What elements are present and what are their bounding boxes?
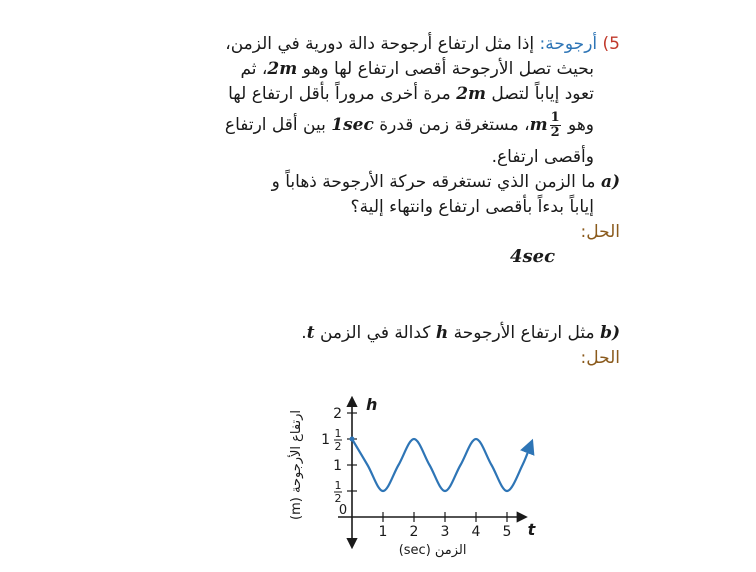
y-tick-label-whole-1.5: 1 [321, 432, 330, 448]
swing-height-chart [270, 392, 560, 567]
y-tick-label-den-1.5: 2 [334, 440, 342, 453]
y-tick-label-2: 2 [333, 406, 342, 422]
problem-text-3b: مرة أخرى مروراً بأقل ارتفاع لها [228, 84, 451, 104]
x-tick-label-2: 2 [409, 524, 419, 540]
part-b-t: t [306, 323, 315, 343]
half-fraction [550, 111, 561, 140]
problem-text-4: وهو [568, 115, 594, 135]
x-tick-label-1: 1 [378, 524, 388, 540]
part-b-dot: . [301, 323, 307, 343]
frac-denominator: 2 [550, 124, 560, 140]
y-tick-label-1: 1 [333, 458, 342, 474]
problem-number: 5) [602, 34, 620, 54]
problem-text-3: تعود إياباً لتصل [491, 84, 594, 104]
part-b-solution-text: الحل: [580, 348, 620, 368]
y-tick-label-num-1.5: 1 [334, 427, 342, 440]
time-value: 1sec [331, 115, 374, 135]
y-tick-label-den-0.5: 2 [334, 492, 342, 505]
origin-label: 0 [338, 503, 348, 518]
part-b-h: h [435, 323, 449, 343]
part-a-label: a) [600, 172, 620, 192]
part-a-question-1: ما الزمن الذي تستغرقه حركة الأرجوحة ذهاباً و [271, 172, 596, 192]
problem-line-4 [225, 110, 594, 140]
x-tick-label-5: 5 [502, 524, 512, 540]
problem-line-3 [228, 83, 594, 105]
problem-text-2b: ، ثم [240, 59, 268, 79]
problem-line-5 [492, 146, 594, 168]
part-b-label: b) [600, 323, 620, 343]
problem-text-4b: ، مستغرقة زمن قدرة [379, 115, 530, 135]
part-a-question-2: إياباً بدءاً بأقصى ارتفاع وانتهاء إلية؟ [350, 197, 594, 217]
return-height-value: 2m [456, 84, 487, 104]
problem-text-4c: بين أقل ارتفاع [224, 115, 326, 135]
part-a-line-1 [272, 171, 620, 193]
y-axis-title: ارتفاع الأرجوحة (m) [289, 410, 304, 520]
y-tick-label-num-0.5: 1 [334, 479, 342, 492]
y-axis-symbol: h [366, 395, 378, 414]
problem-line-2 [240, 58, 594, 80]
part-a-answer: 4sec [510, 246, 556, 267]
x-axis-symbol: t [527, 520, 536, 539]
frac-numerator: 1 [550, 109, 560, 125]
x-tick-label-4: 4 [471, 524, 481, 540]
part-b-question-2: كدالة في الزمن [319, 323, 431, 343]
problem-title: أرجوحة: [539, 34, 598, 54]
x-axis-title: الزمن (sec) [398, 543, 467, 558]
series-start-point [350, 437, 355, 442]
problem-text-2: بحيث تصل الأرجوحة أقصى ارتفاع لها وهو [302, 59, 594, 79]
min-height-unit: m [529, 115, 548, 135]
problem-line-1 [225, 33, 620, 55]
max-height-value: 2m [267, 59, 298, 79]
part-b-solution-label [581, 347, 620, 369]
problem-text-5: وأقصى ارتفاع. [491, 147, 594, 167]
series-line-h [352, 439, 532, 491]
part-a-solution-label [581, 221, 620, 243]
part-a-solution-text: الحل: [580, 222, 620, 242]
part-a-line-2 [351, 196, 594, 218]
x-tick-label-3: 3 [440, 524, 450, 540]
part-b-question-1: مثل ارتفاع الأرجوحة [453, 323, 595, 343]
problem-text-1: إذا مثل ارتفاع أرجوحة دالة دورية في الزمن، [225, 34, 535, 54]
part-b-line [301, 322, 620, 344]
